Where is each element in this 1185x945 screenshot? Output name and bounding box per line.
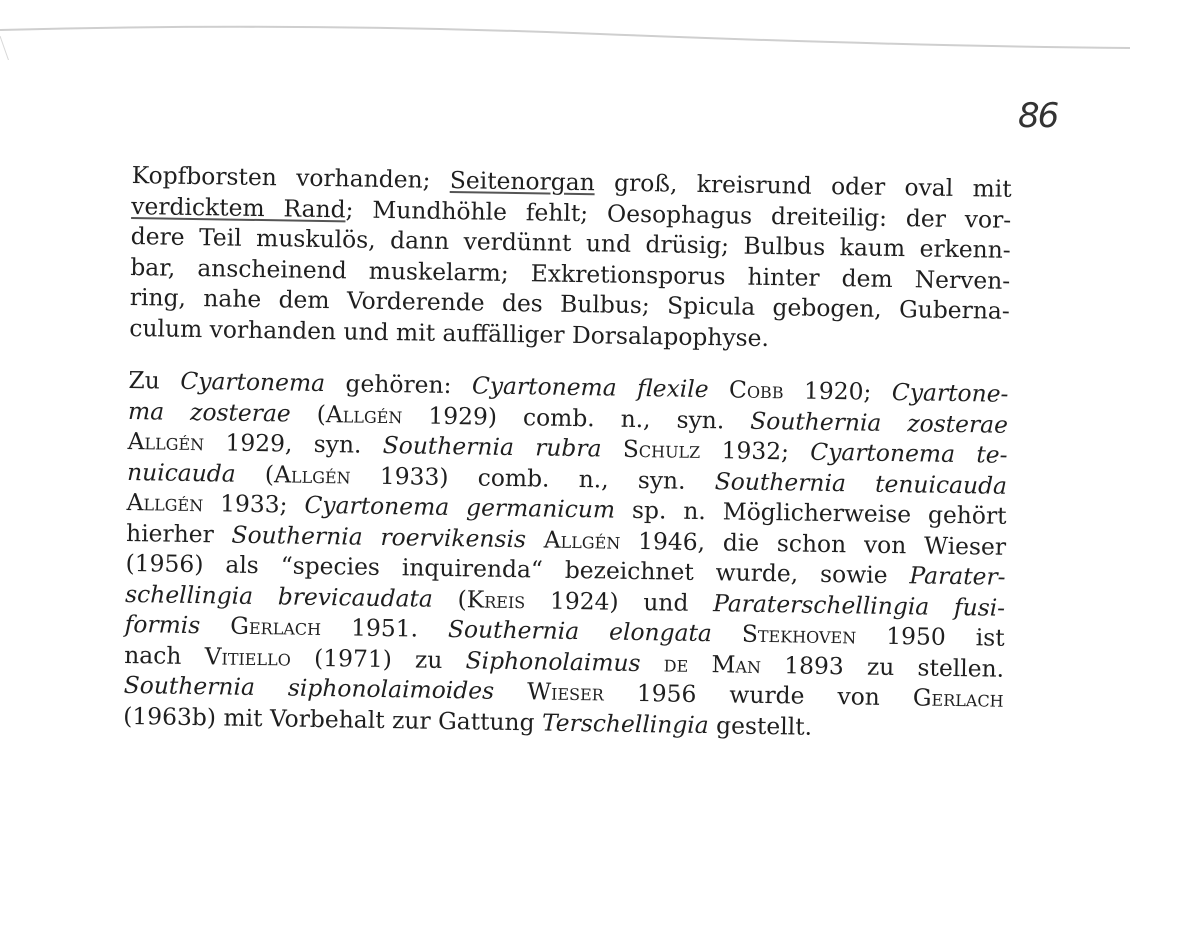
text-span: Allgén — [126, 487, 204, 518]
text-span: Cyartonema te- — [810, 437, 1008, 469]
text-span: Southernia rubra — [382, 430, 602, 463]
text-span: verdicktem Rand — [131, 191, 346, 223]
text-span: ( — [235, 459, 275, 488]
text-span: ; Mundhöhle fehlt; Oesophagus dreiteilig: der vor- — [345, 194, 1012, 234]
text-span: Paraterschellingia fusi- — [712, 588, 1006, 622]
text-span: Southernia zosterae — [750, 406, 1009, 439]
text-span: ( — [290, 399, 327, 428]
text-span: Cyartone- — [891, 377, 1009, 408]
text-span: (1963b) mit Vorbehalt zur Gattung — [123, 701, 543, 737]
text-span: de Man — [663, 648, 762, 679]
text-span: Siphonolaimus — [465, 645, 641, 677]
paragraph-1 — [129, 160, 1012, 357]
text-span: 1893 zu stellen. — [760, 650, 1005, 683]
text-span: Wieser — [526, 677, 605, 707]
text-span: Stekhoven — [741, 619, 857, 650]
text-span: Southernia elongata — [447, 615, 713, 648]
text-span: schellingia brevicaudata — [124, 579, 434, 613]
text-span: ring, nahe dem Vorderende des Bulbus; Spicula gebogen, Guberna- — [129, 282, 1010, 325]
text-span — [200, 611, 230, 639]
text-span: 1920; — [783, 376, 893, 406]
text-span: (1971) zu — [290, 643, 466, 674]
text-span: Allgén — [325, 399, 403, 429]
document-body — [123, 160, 1012, 745]
text-span — [640, 649, 664, 677]
text-span: 1929) comb. n., syn. — [402, 400, 751, 435]
text-span: dere Teil muskulös, dann verdünnt und drüsig; Bulbus kaum erkenn- — [130, 221, 1011, 264]
text-span: Terschellingia — [541, 708, 709, 739]
text-span: ( — [432, 584, 467, 613]
text-span: Southernia siphonolaimoides — [123, 670, 495, 705]
text-span: Parater- — [909, 561, 1006, 591]
paragraph-2 — [123, 365, 1009, 745]
text-span: Vitiello — [204, 641, 292, 672]
text-span: (1956) als “species inquirenda“ bezeichnet wurde, sowie — [125, 548, 910, 590]
text-span: 1933) comb. n., syn. — [350, 460, 716, 495]
text-span: nach — [124, 640, 205, 670]
text-span: Schulz — [622, 434, 701, 464]
text-span — [708, 375, 729, 403]
text-span: Cobb — [728, 375, 784, 405]
text-span: culum vorhanden und mit auffälliger Dorsalapophyse. — [129, 313, 770, 352]
text-span: hierher — [125, 518, 232, 549]
text-span: Cyartonema germanicum — [304, 490, 616, 524]
text-span: gestellt. — [708, 710, 813, 741]
text-span: bar, anscheinend muskelarm; Exkretionsporus hinter dem Nerven- — [130, 252, 1011, 295]
text-span: formis — [124, 609, 201, 640]
text-span: 1956 wurde von — [603, 678, 914, 712]
text-span — [526, 525, 544, 553]
text-span: sp. n. Möglicherweise gehört — [614, 495, 1007, 530]
text-span: Gerlach — [912, 683, 1004, 713]
text-span: Seitenorgan — [449, 165, 595, 197]
text-span: 1951. — [320, 613, 449, 644]
text-span: 1946, die schon von Wieser — [620, 526, 1007, 561]
text-span: Cyartonema — [180, 366, 326, 398]
text-span: groß, kreisrund oder oval mit — [594, 168, 1012, 203]
text-span: gehören: — [324, 369, 473, 400]
text-span: Gerlach — [230, 611, 322, 642]
text-span: Allgén — [273, 459, 351, 489]
text-span: Cyartonema flexile — [471, 371, 709, 404]
text-span — [712, 619, 742, 647]
text-span: nuicauda — [126, 457, 236, 488]
text-span: 1924) und — [525, 585, 714, 617]
text-span: Southernia tenuicauda — [714, 466, 1008, 500]
text-span: Allgén — [127, 426, 205, 457]
text-span: 1933; — [203, 489, 305, 519]
text-span — [494, 677, 527, 706]
text-span: Allgén — [543, 525, 621, 555]
text-span: 1932; — [700, 435, 811, 466]
page-number: 86 — [1018, 96, 1058, 136]
scan-top-edge — [0, 0, 1185, 60]
text-span: Zu — [128, 365, 181, 395]
text-span: 1929, syn. — [203, 428, 383, 459]
text-span: Kopfborsten vorhanden; — [131, 160, 451, 194]
text-span: Southernia roervikensis — [231, 520, 527, 553]
text-span: Kreis — [466, 584, 526, 614]
text-span: ma zosterae — [127, 396, 291, 428]
text-span — [601, 434, 623, 462]
text-span: 1950 ist — [855, 621, 1005, 652]
